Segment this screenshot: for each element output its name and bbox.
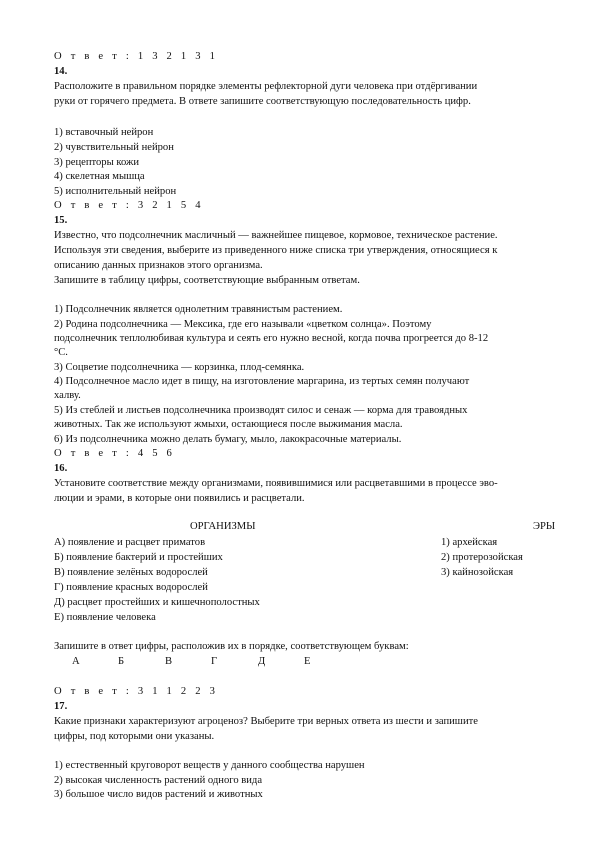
answer-letter: Г [211,656,218,667]
question-15-text: Используя эти сведения, выберите из приведенного ниже списка три утверждения, относящиеся к [54,245,498,256]
answer-15: О т в е т : 4 5 6 [54,448,176,459]
answer-letter: Б [118,656,125,667]
era-item: 1) архейская [441,537,498,548]
answer-13: О т в е т : 1 3 2 1 3 1 [54,51,219,62]
era-item: 3) кайнозойская [441,567,514,578]
question-14-text: руки от горячего предмета. В ответе запишите соответствующую последовательность цифр. [54,96,471,107]
organism-item: Г) появление красных водорослей [54,582,208,593]
question-14-number: 14. [54,66,68,77]
question-15-option: подсолнечник теплолюбивая культура и сеять его нужно весной, когда почва прогреется до 8-12 [54,333,489,344]
column-header-eras: ЭРЫ [533,521,556,532]
answer-letter: А [72,656,80,667]
organism-item: Б) появление бактерий и простейших [54,552,223,563]
question-15-option: 5) Из стеблей и листьев подсолнечника производят силос и сенаж — корма для травоядных [54,405,468,416]
organism-item: Е) появление человека [54,612,156,623]
question-14-option: 4) скелетная мышца [54,171,145,182]
question-15-text: Известно, что подсолнечник масличный — важнейшее пищевое, кормовое, техническое растение. [54,230,498,241]
answer-letter: Е [304,656,311,667]
question-15-number: 15. [54,215,68,226]
question-17-text: цифры, под которыми они указаны. [54,731,215,742]
question-14-option: 1) вставочный нейрон [54,127,154,138]
question-16-number: 16. [54,463,68,474]
answer-letter: Д [258,656,266,667]
question-17-number: 17. [54,701,68,712]
question-15-option: 4) Подсолнечное масло идет в пищу, на изготовление маргарина, из тертых семян получают [54,376,470,387]
era-item: 2) протерозойская [441,552,523,563]
question-15-text: описанию данных признаков этого организма. [54,260,263,271]
organism-item: В) появление зелёных водорослей [54,567,208,578]
question-14-text: Расположите в правильном порядке элементы рефлекторной дуги человека при отдёргивании [54,81,478,92]
question-15-option: 2) Родина подсолнечника — Мексика, где его называли «цветком солнца». Поэтому [54,319,432,330]
question-17-option: 3) большое число видов растений и животных [54,789,263,800]
question-15-option: °С. [54,347,68,358]
question-17-text: Какие признаки характеризуют агроценоз? Выберите три верных ответа из шести и запишите [54,716,478,727]
question-15-option: 1) Подсолнечник является однолетним травянистым растением. [54,304,343,315]
organism-item: Д) расцвет простейших и кишечнополостных [54,597,260,608]
question-15-option: 6) Из подсолнечника можно делать бумагу, мыло, лакокрасочные материалы. [54,434,402,445]
answer-letter: В [165,656,173,667]
organism-item: А) появление и расцвет приматов [54,537,206,548]
answer-14: О т в е т : 3 2 1 5 4 [54,200,204,211]
question-16-text: Установите соответствие между организмами, появившимися или расцветавшими в процессе эво- [54,478,498,489]
question-15-option: 3) Соцветие подсолнечника — корзинка, плод-семянка. [54,362,305,373]
answer-16: О т в е т : 3 1 1 2 2 3 [54,686,219,697]
column-header-organisms: ОРГАНИЗМЫ [190,521,256,532]
question-16-text: люции и эрами, в которые они появились и расцветали. [54,493,305,504]
question-17-option: 1) естественный круговорот веществ у данного сообщества нарушен [54,760,365,771]
question-14-option: 2) чувствительный нейрон [54,142,174,153]
question-15-option: животных. Так же используют жмыхи, остающиеся после выжимания масла. [54,419,403,430]
question-17-option: 2) высокая численность растений одного вида [54,775,263,786]
question-14-option: 5) исполнительный нейрон [54,186,177,197]
question-15-text: Запишите в таблицу цифры, соответствующие выбранным ответам. [54,275,360,286]
question-15-option: халву. [54,390,81,401]
question-14-option: 3) рецепторы кожи [54,157,139,168]
question-16-instruction: Запишите в ответ цифры, расположив их в порядке, соответствующем буквам: [54,641,409,652]
